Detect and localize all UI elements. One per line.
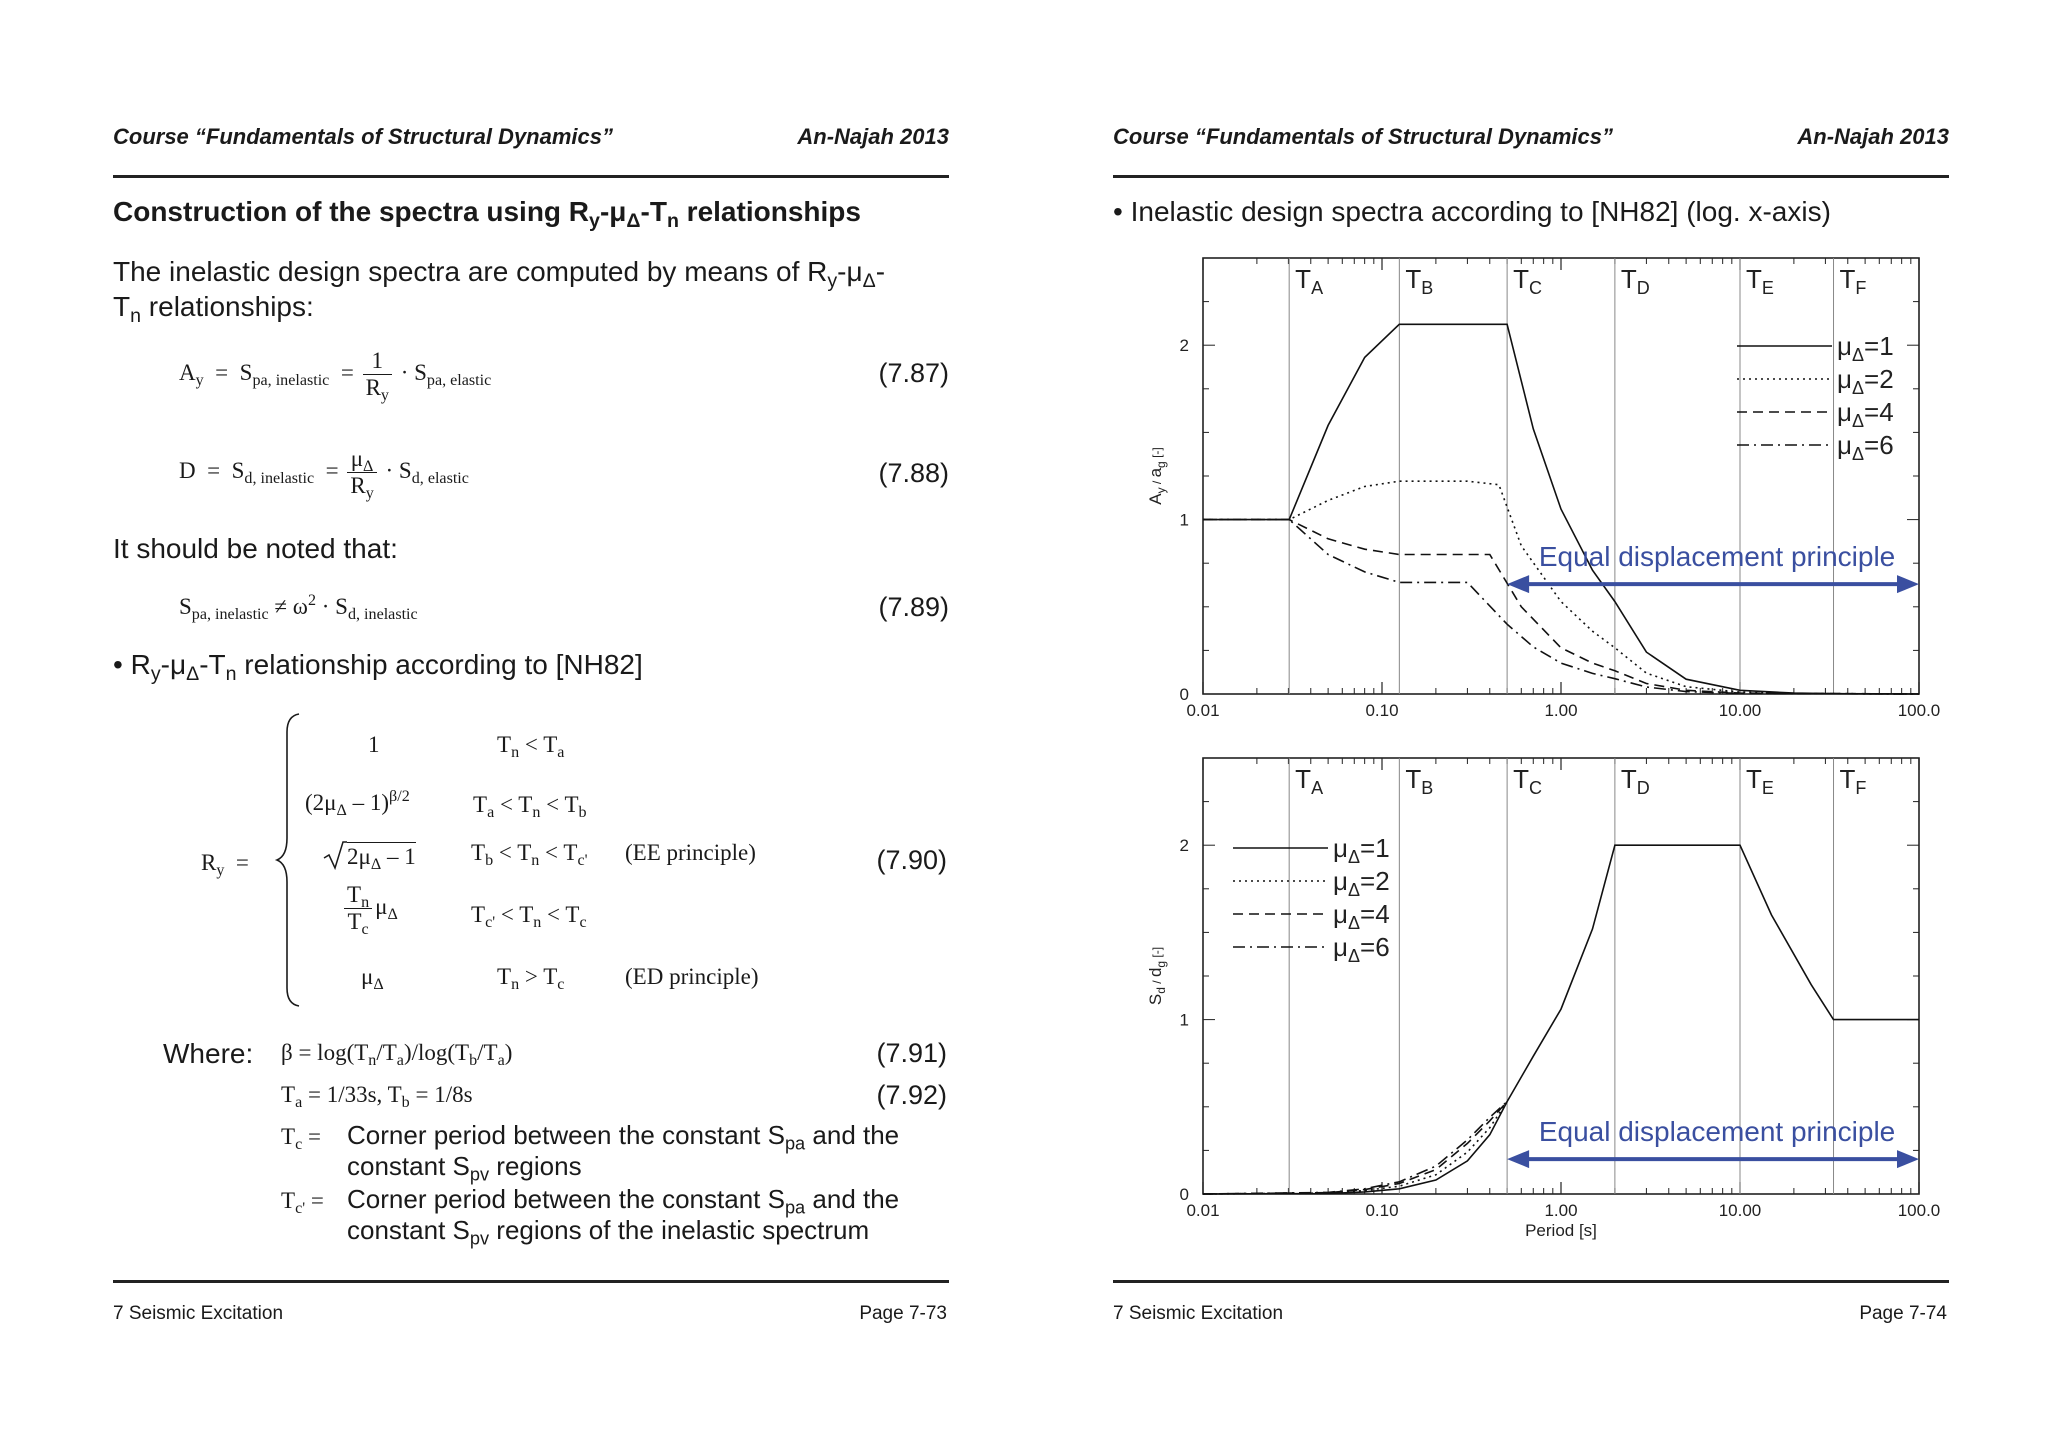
case-cond-3: $T_b < T_n < T_{c'}$	[471, 840, 588, 869]
running-header	[113, 124, 949, 156]
y-tick-label: 2	[1179, 836, 1189, 856]
corner-period-label: $T_E$	[1746, 764, 1774, 798]
displacement-spectrum-chart	[1133, 750, 1943, 1240]
y-axis-label: $A_y$ / $a_g$ [-]	[1146, 447, 1168, 505]
equation-7-92: $T_a = 1/33s$, $T_b = 1/8s$	[281, 1082, 473, 1111]
x-tick-label: 1.00	[1544, 701, 1578, 720]
bullet-item: • Inelastic design spectra according to [NH82] (log. x-axis)	[1113, 196, 1831, 227]
chart-svg	[1133, 750, 1943, 1240]
equation-number: (7.90)	[876, 845, 947, 875]
page-number: Page 7-74	[1859, 1303, 1947, 1324]
intro-paragraph: The inelastic design spectra are computed by means of $R_y-\mu_\Delta-$ $T_n$ relationships:	[113, 256, 886, 327]
corner-period-label: $T_A$	[1295, 264, 1324, 298]
case-row-3: $2\mu_\Delta - 1$	[323, 840, 416, 870]
corner-period-label: $T_E$	[1746, 264, 1774, 298]
cases-lhs: $R_y$ =	[201, 850, 249, 879]
equation-number: (7.87)	[878, 358, 949, 388]
corner-period-label: $T_B$	[1405, 764, 1434, 798]
y-tick-label: 0	[1179, 685, 1189, 704]
arrow-head-right-icon	[1897, 1150, 1919, 1168]
corner-period-label: $T_D$	[1620, 264, 1650, 298]
case-cond-5: $T_n > T_c$	[497, 964, 565, 993]
series-line	[1203, 481, 1919, 694]
acceleration-spectrum-chart	[1133, 250, 1943, 725]
tcp-definition: Corner period between the constant $S_{pa}$ and the constant $S_{pv}$ regions of the inelastic spectrum	[347, 1184, 900, 1249]
corner-period-label: $T_C$	[1513, 264, 1543, 298]
arrow-head-left-icon	[1507, 575, 1529, 593]
case-cond-2: $T_a < T_n < T_b$	[473, 792, 587, 821]
corner-period-label: $T_F$	[1839, 764, 1867, 798]
sqrt-icon	[323, 840, 347, 870]
corner-period-label: $T_D$	[1620, 764, 1650, 798]
equation-7-88: $D = S_{d, inelastic}$ = $\frac{\mu_\Delta}{R_y}$ · $S_{d, elastic}$	[179, 446, 469, 503]
legend-label: $\mu_\Delta=2$	[1333, 866, 1390, 900]
left-page	[113, 0, 949, 1448]
legend-label: $\mu_\Delta=1$	[1333, 833, 1390, 867]
corner-period-label: $T_B$	[1405, 264, 1434, 298]
arrow-head-left-icon	[1507, 1150, 1529, 1168]
corner-period-label: $T_F$	[1839, 264, 1867, 298]
equation-number: (7.92)	[876, 1080, 947, 1110]
y-tick-label: 0	[1179, 1185, 1189, 1204]
case-row-5: $\mu_\Delta$	[361, 964, 384, 993]
y-tick-label: 1	[1179, 1010, 1189, 1030]
legend-label: $\mu_\Delta=2$	[1837, 364, 1894, 398]
corner-period-label: $T_C$	[1513, 764, 1543, 798]
institution-year: An-Najah 2013	[797, 124, 949, 149]
x-tick-label: 100.0	[1897, 1201, 1941, 1220]
course-title: Course “Fundamentals of Structural Dynamics”	[113, 124, 613, 149]
fraction: $\frac{1}{R_y}$	[363, 348, 392, 402]
note-text: It should be noted that:	[113, 533, 398, 564]
chapter-label: 7 Seismic Excitation	[113, 1303, 284, 1324]
case-row-2: $(2\mu_\Delta - 1)^{\beta/2}$	[305, 788, 410, 819]
bullet-item: • $R_y-\mu_\Delta-T_n$ relationship according to [NH82]	[113, 649, 643, 685]
footer-rule	[113, 1280, 949, 1283]
x-tick-label: 100.0	[1897, 701, 1941, 720]
y-tick-label: 2	[1179, 336, 1189, 356]
case-cond-1: $T_n < T_a$	[497, 732, 565, 761]
tcp-symbol: $T_{c'}$ =	[281, 1188, 324, 1217]
left-brace	[273, 712, 303, 1008]
equation-7-91: $\beta = \log(T_n/T_a)/\log(T_b/T_a)$	[281, 1040, 513, 1069]
legend-label: $\mu_\Delta=4$	[1837, 397, 1894, 431]
case-cond-4: $T_{c'} < T_n < T_c$	[471, 902, 587, 931]
header-rule	[113, 175, 949, 178]
section-title: Construction of the spectra using $R_y-\mu_\Delta-T_n$ relationships	[113, 196, 861, 232]
series-line	[1203, 1102, 1507, 1194]
tc-definition: Corner period between the constant $S_{pa}$ and the constant $S_{pv}$ regions	[347, 1120, 900, 1185]
annotation-label: Equal displacement principle	[1538, 541, 1896, 573]
series-line	[1203, 1102, 1507, 1194]
legend-label: $\mu_\Delta=6$	[1333, 932, 1390, 966]
where-label: Where:	[163, 1038, 254, 1069]
x-tick-label: 0.10	[1365, 701, 1399, 720]
institution-year: An-Najah 2013	[1797, 124, 1949, 149]
case-row-4: $\frac{T_n}{T_c}$ $\mu_\Delta$	[341, 882, 398, 936]
page-number: Page 7-73	[859, 1303, 947, 1324]
equation-number: (7.89)	[878, 592, 949, 622]
x-tick-label: 0.10	[1365, 1201, 1399, 1220]
y-axis-label: $S_d$ / $d_g$ [-]	[1146, 946, 1168, 1006]
equation-7-87: $A_y = S_{pa, inelastic}$ = $\frac{1}{R_y}$ · $S_{pa, elastic}$	[179, 348, 492, 405]
corner-period-label: $T_A$	[1295, 764, 1324, 798]
annotation-label: Equal displacement principle	[1538, 1116, 1896, 1148]
x-tick-label: 0.01	[1186, 1201, 1220, 1220]
chart-svg	[1133, 250, 1943, 720]
ee-principle-note: (EE principle)	[625, 840, 756, 865]
legend-label: $\mu_\Delta=4$	[1333, 899, 1390, 933]
legend-label: $\mu_\Delta=1$	[1837, 331, 1894, 365]
ed-principle-note: (ED principle)	[625, 964, 759, 989]
header-rule	[1113, 175, 1949, 178]
right-page	[1113, 0, 1949, 1448]
x-tick-label: 10.00	[1718, 701, 1762, 720]
equation-7-90	[113, 710, 949, 1010]
equation-7-89: $S_{pa, inelastic} \ne \omega^2 \cdot S_{d, inelastic}$	[179, 592, 418, 623]
x-tick-label: 1.00	[1544, 1201, 1578, 1220]
x-axis-label: Period [s]	[1525, 1221, 1597, 1240]
running-header	[1113, 124, 1949, 156]
series-line	[1203, 1102, 1507, 1194]
x-tick-label: 0.01	[1186, 701, 1220, 720]
chapter-label: 7 Seismic Excitation	[1113, 1303, 1284, 1324]
tc-symbol: $T_c$ =	[281, 1124, 321, 1153]
y-tick-label: 1	[1179, 510, 1189, 530]
equation-number: (7.91)	[876, 1038, 947, 1068]
fraction: $\frac{\mu_\Delta}{R_y}$	[347, 446, 376, 500]
plot-frame	[1203, 258, 1919, 694]
x-tick-label: 10.00	[1718, 1201, 1762, 1220]
equation-number: (7.88)	[878, 458, 949, 488]
arrow-head-right-icon	[1897, 575, 1919, 593]
legend-label: $\mu_\Delta=6$	[1837, 430, 1894, 464]
footer-rule	[1113, 1280, 1949, 1283]
course-title: Course “Fundamentals of Structural Dynamics”	[1113, 124, 1613, 149]
case-row-1: 1	[368, 732, 380, 757]
